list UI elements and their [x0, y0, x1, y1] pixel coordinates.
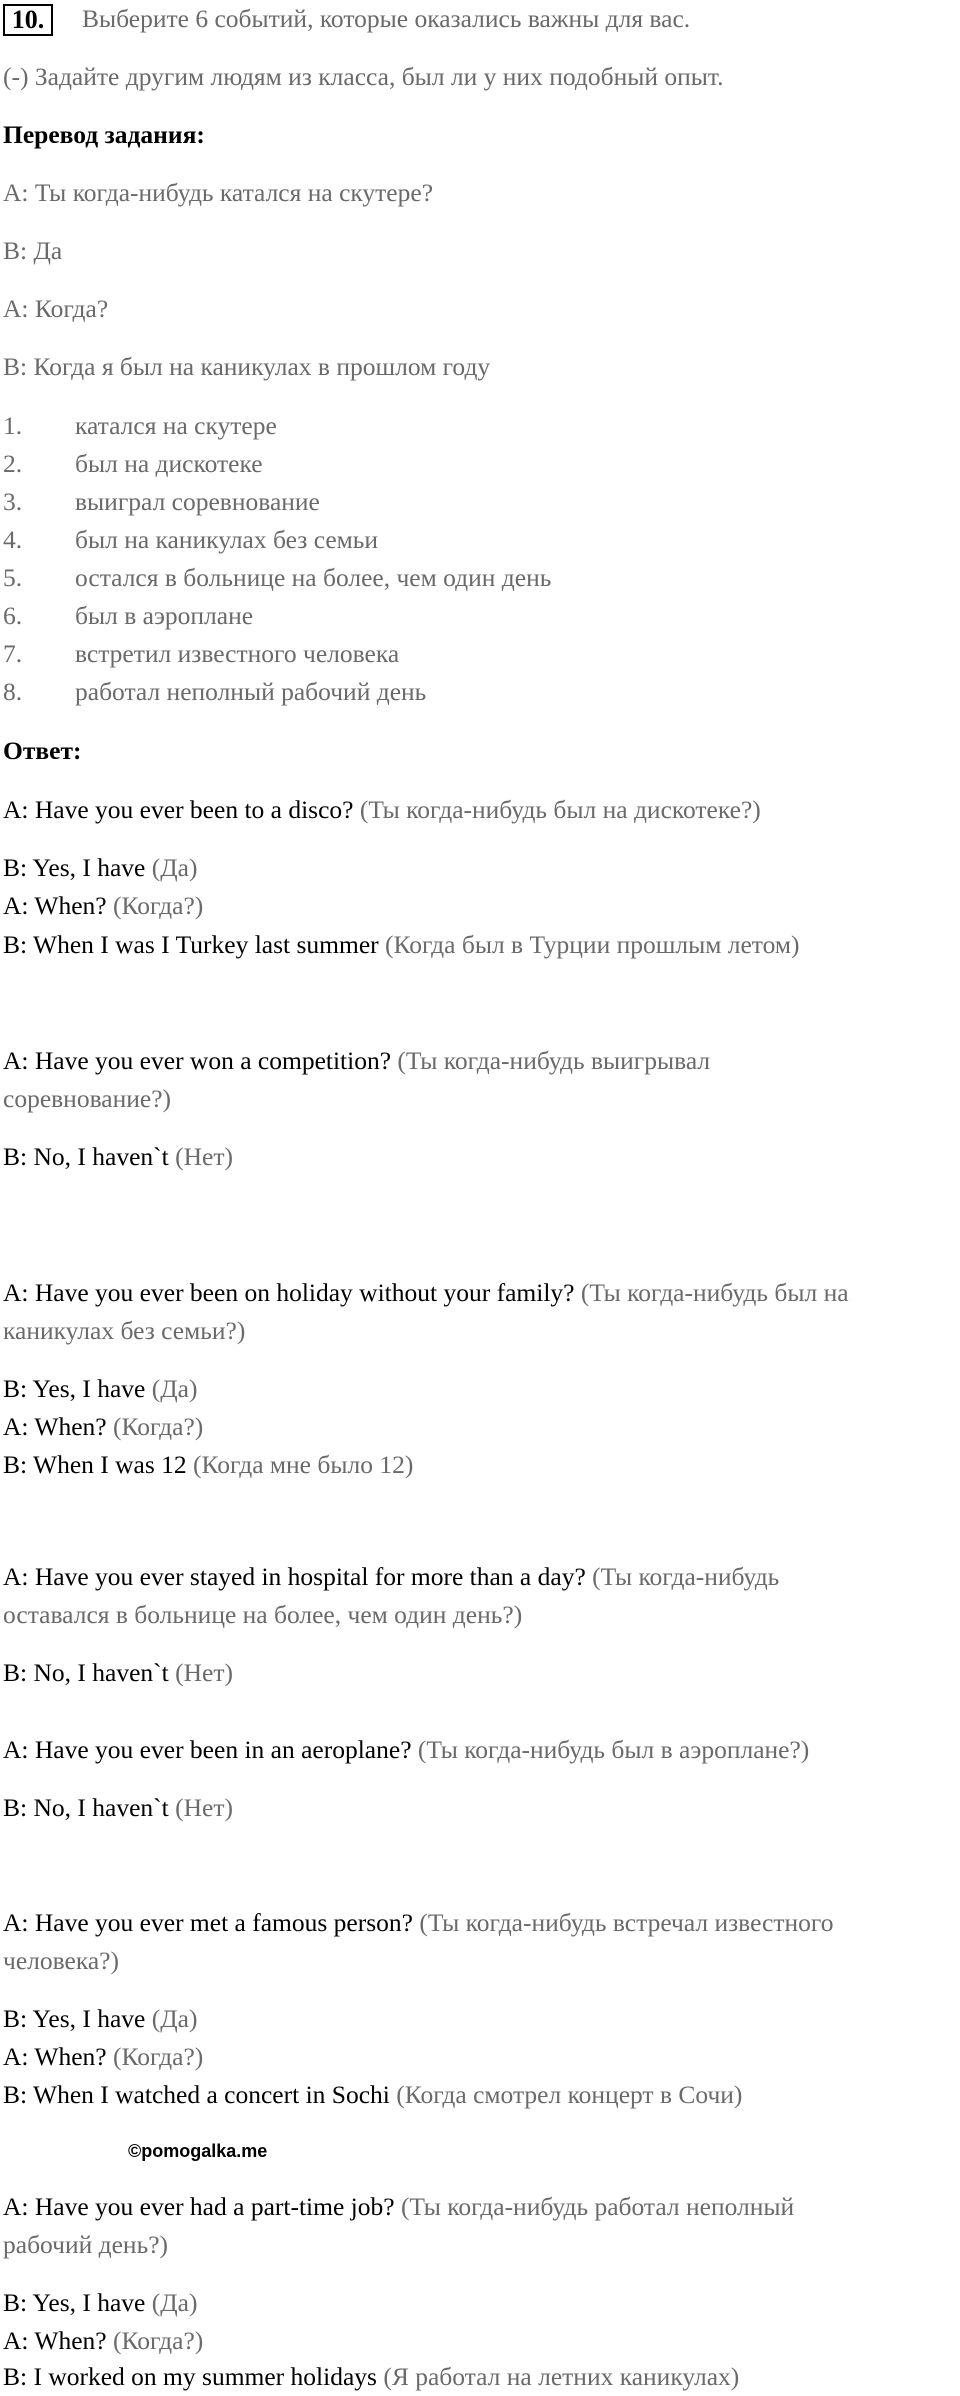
russian-translation: (Ты когда-нибудь был на дискотеке?): [359, 795, 761, 824]
english-text: A: When?: [3, 1412, 107, 1441]
russian-translation: (Я работал на летних каникулах): [383, 2362, 740, 2391]
task-instruction: Выберите 6 событий, которые оказались важны для вас.: [82, 4, 691, 33]
event-number: 8.: [3, 677, 23, 706]
english-text: B: When I watched a concert in Sochi: [3, 2080, 390, 2109]
dialog-reply: [3, 1142, 233, 1172]
translation-line: A: Ты когда-нибудь катался на скутере?: [3, 178, 434, 207]
russian-translation: (Ты когда-нибудь: [592, 1562, 780, 1591]
translation-line: B: Да: [3, 236, 63, 265]
russian-translation: (Ты когда-нибудь был на: [580, 1278, 849, 1307]
dialog-reply: [3, 2288, 197, 2318]
event-number: 5.: [3, 563, 23, 592]
english-text: B: When I was I Turkey last summer: [3, 930, 379, 959]
event-number: 4.: [3, 525, 23, 554]
dialog-reply: [3, 930, 800, 960]
event-number: 3.: [3, 487, 23, 516]
english-text: A: Have you ever met a famous person?: [3, 1908, 413, 1937]
russian-translation: (Ты когда-нибудь выигрывал: [397, 1046, 711, 1075]
russian-translation: каникулах без семьи?): [3, 1316, 246, 1345]
russian-translation: (Когда мне было 12): [193, 1450, 414, 1479]
event-number: 7.: [3, 639, 23, 668]
english-text: A: Have you ever been in an aeroplane?: [3, 1735, 412, 1764]
dialog-reply: [3, 1450, 413, 1480]
dialog-reply: [3, 2004, 197, 2034]
english-text: A: Have you ever been on holiday without your family?: [3, 1278, 575, 1307]
english-text: B: I worked on my summer holidays: [3, 2362, 377, 2391]
russian-translation: (Ты когда-нибудь работал неполный: [400, 2192, 795, 2221]
event-text: был на дискотеке: [75, 449, 263, 478]
event-number: 6.: [3, 601, 23, 630]
event-text: встретил известного человека: [75, 639, 400, 668]
dialog-question: [3, 795, 761, 825]
event-item: [3, 449, 263, 479]
russian-translation: (Когда был в Турции прошлым летом): [385, 930, 800, 959]
dialog-reply: [3, 1374, 197, 1404]
russian-translation: (Когда?): [113, 2326, 204, 2355]
russian-translation: (Нет): [175, 1142, 233, 1171]
english-text: B: No, I haven`t: [3, 1793, 169, 1822]
dialog-question: [3, 1735, 809, 1765]
russian-translation: (Да): [151, 853, 198, 882]
event-text: остался в больнице на более, чем один день: [75, 563, 552, 592]
russian-translation: рабочий день?): [3, 2230, 169, 2259]
english-text: B: Yes, I have: [3, 853, 146, 882]
event-item: [3, 411, 277, 441]
english-text: B: When I was 12: [3, 1450, 187, 1479]
event-item: [3, 563, 551, 593]
russian-translation: человека?): [3, 1946, 119, 1975]
dialog-when: [3, 1412, 203, 1442]
event-text: был в аэроплане: [75, 601, 254, 630]
english-text: A: Have you ever stayed in hospital for more than a day?: [3, 1562, 586, 1591]
english-text: B: Yes, I have: [3, 2288, 146, 2317]
russian-translation: (Ты когда-нибудь встречал известного: [419, 1908, 834, 1937]
english-text: A: Have you ever had a part-time job?: [3, 2192, 395, 2221]
dialog-question: [3, 1908, 833, 1938]
english-text: A: When?: [3, 2326, 107, 2355]
watermark: ©pomogalka.me: [128, 2141, 268, 2161]
english-text: A: Have you ever won a competition?: [3, 1046, 392, 1075]
event-item: [3, 677, 426, 707]
dialog-question: [3, 2192, 794, 2222]
russian-translation: (Когда?): [113, 891, 204, 920]
dialog-question: [3, 1278, 849, 1308]
english-text: A: When?: [3, 891, 107, 920]
russian-translation: (Да): [151, 2004, 198, 2033]
dialog-when: [3, 2326, 203, 2356]
english-text: A: When?: [3, 2042, 107, 2071]
russian-translation: оставался в больнице на более, чем один день?): [3, 1600, 523, 1629]
event-text: работал неполный рабочий день: [75, 677, 427, 706]
event-text: катался на скутере: [75, 411, 277, 440]
dialog-when: [3, 891, 203, 921]
russian-translation: (Нет): [175, 1793, 233, 1822]
event-text: выиграл соревнование: [75, 487, 320, 516]
dialog-reply: [3, 2362, 739, 2392]
russian-translation: (Когда?): [113, 1412, 204, 1441]
dialog-reply: [3, 1658, 233, 1688]
event-item: [3, 487, 320, 517]
english-text: B: No, I haven`t: [3, 1142, 169, 1171]
event-item: [3, 525, 378, 555]
dialog-question: [3, 1046, 710, 1076]
dialog-reply: [3, 853, 197, 883]
russian-translation: (Когда смотрел концерт в Сочи): [396, 2080, 743, 2109]
dialog-when: [3, 2042, 203, 2072]
event-number: 1.: [3, 411, 23, 440]
english-text: B: Yes, I have: [3, 1374, 146, 1403]
event-item: [3, 639, 399, 669]
dialog-question: [3, 1562, 779, 1592]
event-item: [3, 601, 253, 631]
russian-translation: соревнование?): [3, 1084, 172, 1113]
translation-line: A: Когда?: [3, 294, 109, 323]
task-note: (-) Задайте другим людям из класса, был ли у них подобный опыт.: [3, 62, 724, 91]
event-text: был на каникулах без семьи: [75, 525, 379, 554]
answer-heading: Ответ:: [3, 736, 82, 765]
translation-line: B: Когда я был на каникулах в прошлом году: [3, 352, 491, 381]
dialog-reply: [3, 1793, 233, 1823]
english-text: B: No, I haven`t: [3, 1658, 169, 1687]
english-text: B: Yes, I have: [3, 2004, 146, 2033]
event-number: 2.: [3, 449, 23, 478]
russian-translation: (Нет): [175, 1658, 233, 1687]
russian-translation: (Да): [151, 1374, 198, 1403]
russian-translation: (Ты когда-нибудь был в аэроплане?): [417, 1735, 810, 1764]
task-number-box: [3, 4, 53, 36]
russian-translation: (Да): [151, 2288, 198, 2317]
task-number: 10.: [11, 5, 45, 34]
dialog-reply: [3, 2080, 742, 2110]
translation-heading: Перевод задания:: [3, 120, 205, 149]
english-text: A: Have you ever been to a disco?: [3, 795, 354, 824]
russian-translation: (Когда?): [113, 2042, 204, 2071]
